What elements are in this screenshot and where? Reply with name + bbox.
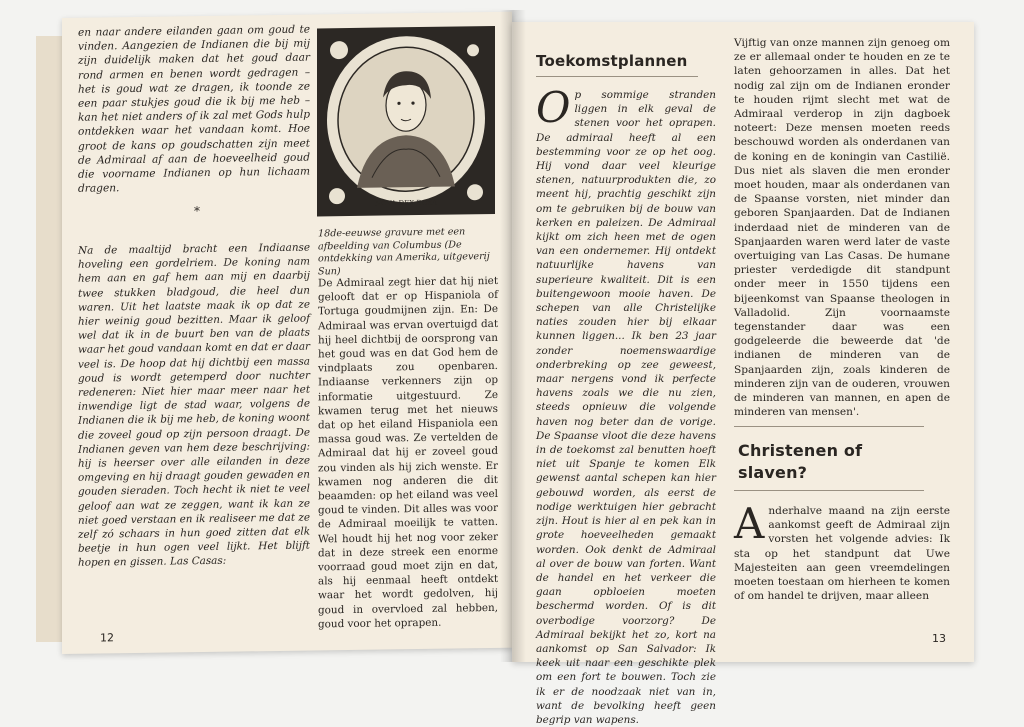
heading-rule	[536, 76, 698, 77]
left-col2-text: De Admiraal zegt hier dat hij niet gelooft dat er op Hispaniola of Tortuga goudmijnen zijn. En: De Admiraal was ervan overtuigd dat hij heel dichtbij de oorsprong van het goud was en dat God hem de vindplaats zou openbaren. Indiaanse verkenners zijn op informatie uitgestuurd. Ze kwamen terug met het nieuws dat op het eiland Hispaniola een massa goud was. Ze vertelden de Admiraal dat hij er zoveel goud zou vinden als hij zich wenste. Er kwamen nog anderen die dit beaamden: op het eiland was veel goud te vinden. Dit alles was voor de Admiraal moeilijk te vatten. Wel houdt hij het nog voor zeker dat in deze streek een enorme voorraad goud moet zijn en dat, als hij eenmaal heeft ontdekt waar het wordt gedolven, hij goud in overvloed zal hebben, goud voor het oprapen.	[318, 274, 498, 631]
right-page	[512, 22, 974, 726]
drop-cap-o: O	[536, 83, 571, 132]
right-col2-bottom-text	[734, 499, 950, 638]
left-col1-top-text: en naar andere eilanden gaan om goud te vinden. Aangezien de Indianen die bij mij zijn duidelijk maken dat het goud daar rond armen en benen wordt gedragen – het is goud wat ze dragen, ik toonde ze een paar stukjes goud die ik bij me heb – kan het niet anders of ik zal met Gods hulp ontdekken waar het vandaan komt. Hoe groot de kans op goudschatten zijn meet de Admiraal af aan de hoeveelheid goud die voorname Indianen op hun lichaam dragen.	[78, 23, 310, 196]
right-col1-body: p sommige stranden liggen in elk geval de stenen voor het oprapen. De admiraal heeft al een bestemming voor ze op het oog. Hij vond daar veel kleurige stenen, natuurprodukten die, zo meent hij, prachtig geschikt zijn om te gebruiken bij de bouw van kerken en paleizen. De Admiraal kijkt om zich heen met de ogen van een ondernemer. Hij ontdekt natuurlijke havens van superieure kwaliteit. Dit is een buitengewoon mooie haven. De schepen van alle Christelijke naties zouden hier bij elkaar kunnen liggen... Ik ben 23 jaar zonder noemenswaardige onderbreking op zee geweest, maar nergens vond ik perfecte havens zoals we die nu zien, steeds opnieuw die volgende haven nog beter dan de vorige. De Spaanse vloot die deze havens in de toekomst zal benutten hoeft niet uit Spanje te komen Elk gewenst aantal schepen kan hier gebouwd worden, als eerst de nodige werktuigen hier gebracht zijn. Hout is hier al en pek kan in grote hoeveelheden gemaakt worden. Ook denkt de Admiraal al over de bouw van forten. Want de handel en het verkeer die gaan opbloeien moeten beschermd worden. Of is dit overbodige voorzorg? De Admiraal bekijkt het zo, kort na aankomst op San Salvador: Ik keek uit naar een geschikte plek om een fort te bouwen. Toch zie ik er de noodzaak niet van in, want de bevolking heeft geen begrip van wapens.	[536, 89, 716, 726]
book-gutter-shadow	[500, 10, 526, 662]
section-separator: *	[194, 204, 200, 219]
section-heading-toekomstplannen: Toekomstplannen	[536, 52, 688, 70]
drop-cap-a: A	[734, 499, 765, 548]
heading-rule-top	[734, 426, 924, 427]
page-number-right: 13	[932, 632, 946, 645]
heading-rule-bottom	[734, 490, 924, 491]
right-col2-bottom-body: nderhalve maand na zijn eerste aankomst geeft de Admiraal zijn vorsten het volgende advies: Ik sta op het standpunt dat Uwe Majesteiten aan geen vreemdelingen moeten toestaan om hierheen te komen of om handel te drijven, maar alleen	[734, 505, 950, 603]
right-col2-top-text: Vijftig van onze mannen zijn genoeg om ze er allemaal onder te houden en ze te laten gehoorzamen in alles. Dat het nodig zal zijn om de Indianen eronder te houden rijmt slecht met wat de Admiraal verderop in zijn dagboek noteert: Deze mensen moeten reeds beschouwd worden als onderdanen van de koning en de koningin van Castilië. Dus niet als slaven die men eronder moet houden, maar als onderdanen van de Spaanse vorsten, niet minder dan geboren Spanjaarden. Dat de Indianen inderdaad niet de minderen van de Spanjaarden waren werd later de vaste overtuiging van Las Casas. De humane priester verdedigde dit standpunt onder meer in 1550 tijdens een bijeenkomst van Spaanse theologen in Valladolid. Zijn voornaamste tegenstander daar was een godgeleerde die beweerde dat 'de indianen de minderen van de Spanjaarden zijn, zoals kinderen de minderen zijn van de ouderen, vrouwen de minderen van mannen, en apen de minderen van mensen'.	[734, 37, 950, 419]
engraving-caption: 18de-eeuwse gravure met een afbeelding van Columbus (De ontdekking van Amerika, uitgeverij Sun)	[318, 226, 490, 278]
left-page	[62, 12, 512, 654]
right-col1-text	[536, 83, 716, 726]
page-number-left: 12	[100, 631, 114, 645]
left-col1-bottom-text: Na de maaltijd bracht een Indiaanse hoveling een gordelriem. De koning nam hem aan en gaf hem aan mij en daarbij twee stukken bladgoud, die heel dun waren. Uit het laatste maak ik op dat ze hier weinig goud bezitten. Maar ik geloof wel dat ik in de buurt ben van de plaats waar het goud vandaan komt en dat er daar veel is. De hoop dat hij dichtbij een massa goud is wordt getemperd door nuchter redeneren: Niet hier maar meer naar het inwendige ligt de stad waar, volgens de Indianen die ik bij me heb, de koning woont die zoveel goud op zijn persoon draagt. De Indianen geven van hem deze beschrijving: hij is heerser over alle eilanden in deze omgeving en hij draagt gouden gewaden en gouden sieraden. Toch hecht ik niet te veel geloof aan wat ze zeggen, want ik kan ze niet goed verstaan en ik realiseer me dat ze zelf zó schaars in hun goed zitten dat elk beetje in hun ogen veel lijkt. Het blijft hopen en gissen. Las Casas:	[78, 241, 310, 570]
section-heading-christenen-of-slaven: Christenen of slaven?	[738, 441, 863, 482]
engraving-motto: NOVA DEX BOXA	[374, 198, 438, 208]
columbus-engraving	[317, 26, 495, 216]
